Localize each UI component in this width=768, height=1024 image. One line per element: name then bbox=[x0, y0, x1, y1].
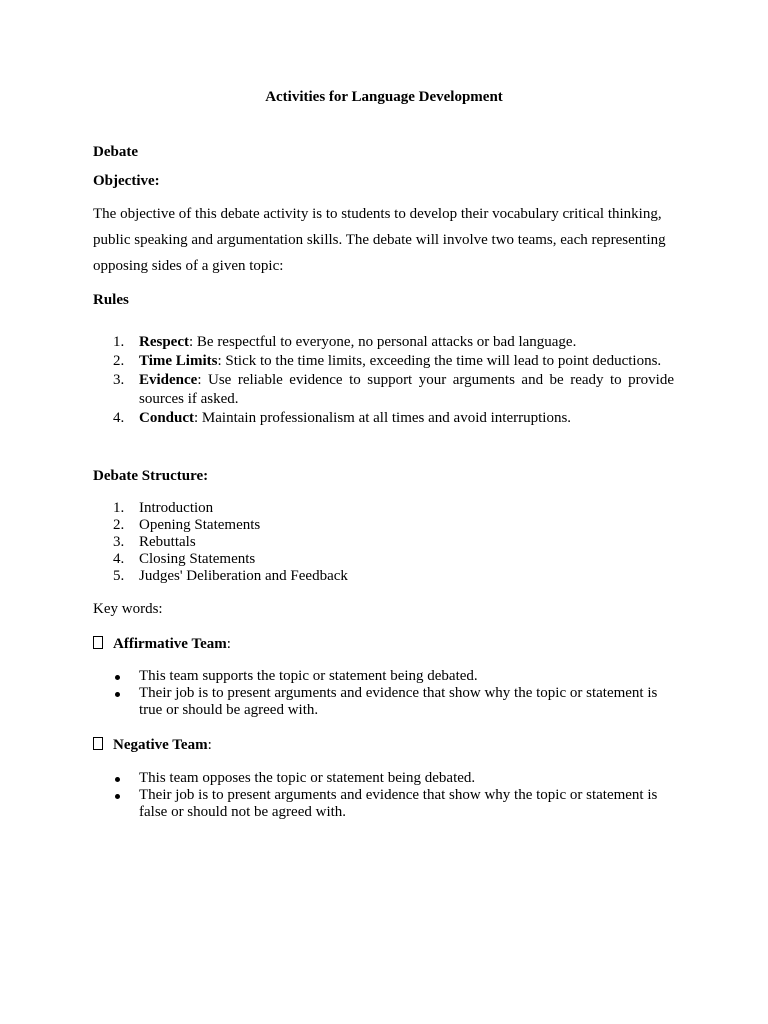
team-suffix: : bbox=[226, 636, 231, 652]
rule-text: : Maintain professionalism at all times and avoid interruptions. bbox=[194, 410, 572, 426]
team-term: Negative Team bbox=[113, 737, 208, 753]
structure-step: Judges' Deliberation and Feedback bbox=[139, 568, 348, 584]
list-number: 1. bbox=[113, 334, 125, 350]
affirmative-team-heading bbox=[93, 635, 231, 653]
list-item bbox=[93, 668, 674, 685]
objective-heading: Objective: bbox=[93, 173, 160, 189]
checkbox-glyph-icon bbox=[93, 636, 103, 649]
negative-team-heading bbox=[93, 736, 212, 754]
list-number: 4. bbox=[113, 410, 125, 426]
list-item bbox=[93, 787, 674, 821]
list-item bbox=[93, 770, 674, 787]
team-term: Affirmative Team bbox=[113, 636, 227, 652]
rules-heading: Rules bbox=[93, 292, 129, 308]
rules-list bbox=[93, 333, 674, 428]
rule-term: Conduct bbox=[139, 410, 195, 426]
section-title: Debate bbox=[93, 144, 138, 160]
bullet-text: This team supports the topic or statement being debated. bbox=[139, 668, 478, 684]
list-number: 2. bbox=[113, 517, 125, 533]
rule-term: Time Limits bbox=[139, 353, 218, 369]
list-number: 4. bbox=[113, 551, 125, 567]
negative-bullets bbox=[93, 770, 674, 821]
rule-term: Respect bbox=[139, 334, 189, 350]
rule-text: : Use reliable evidence to support your arguments and be ready to provide sources if asked. bbox=[139, 372, 674, 407]
affirmative-bullets bbox=[93, 668, 674, 719]
bullet-icon bbox=[115, 777, 120, 782]
bullet-icon bbox=[115, 794, 120, 799]
team-suffix: : bbox=[207, 737, 212, 753]
list-item bbox=[93, 517, 674, 534]
list-item bbox=[93, 568, 674, 585]
bullet-text: This team opposes the topic or statement being debated. bbox=[139, 770, 476, 786]
document-title: Activities for Language Development bbox=[265, 89, 503, 105]
list-number: 2. bbox=[113, 353, 125, 369]
bullet-icon bbox=[115, 675, 120, 680]
rule-text: : Stick to the time limits, exceeding the time will lead to point deductions. bbox=[217, 353, 662, 369]
bullet-text: Their job is to present arguments and evidence that show why the topic or statement is false or should not be agreed with. bbox=[139, 787, 658, 820]
list-item bbox=[93, 352, 674, 371]
list-item bbox=[93, 333, 674, 352]
list-number: 3. bbox=[113, 372, 125, 388]
list-item bbox=[93, 371, 674, 409]
bullet-text: Their job is to present arguments and evidence that show why the topic or statement is true or should be agreed with. bbox=[139, 685, 658, 718]
objective-paragraph: The objective of this debate activity is to students to develop their vocabulary critical thinking, public speaking and argumentation skills. The debate will involve two teams, each representing opposing sides of a given topic: bbox=[93, 206, 666, 274]
structure-list bbox=[93, 500, 674, 585]
list-item bbox=[93, 685, 674, 719]
structure-heading: Debate Structure: bbox=[93, 468, 209, 484]
list-item bbox=[93, 409, 674, 428]
structure-step: Closing Statements bbox=[139, 551, 256, 567]
list-item bbox=[93, 534, 674, 551]
list-item bbox=[93, 500, 674, 517]
bullet-icon bbox=[115, 692, 120, 697]
structure-step: Introduction bbox=[139, 500, 214, 516]
list-number: 5. bbox=[113, 568, 125, 584]
list-item bbox=[93, 551, 674, 568]
keywords-label: Key words: bbox=[93, 601, 163, 617]
structure-step: Opening Statements bbox=[139, 517, 261, 533]
rule-text: : Be respectful to everyone, no personal attacks or bad language. bbox=[188, 334, 577, 350]
list-number: 1. bbox=[113, 500, 125, 516]
checkbox-glyph-icon bbox=[93, 737, 103, 750]
list-number: 3. bbox=[113, 534, 125, 550]
structure-step: Rebuttals bbox=[139, 534, 196, 550]
rule-term: Evidence bbox=[139, 372, 198, 388]
